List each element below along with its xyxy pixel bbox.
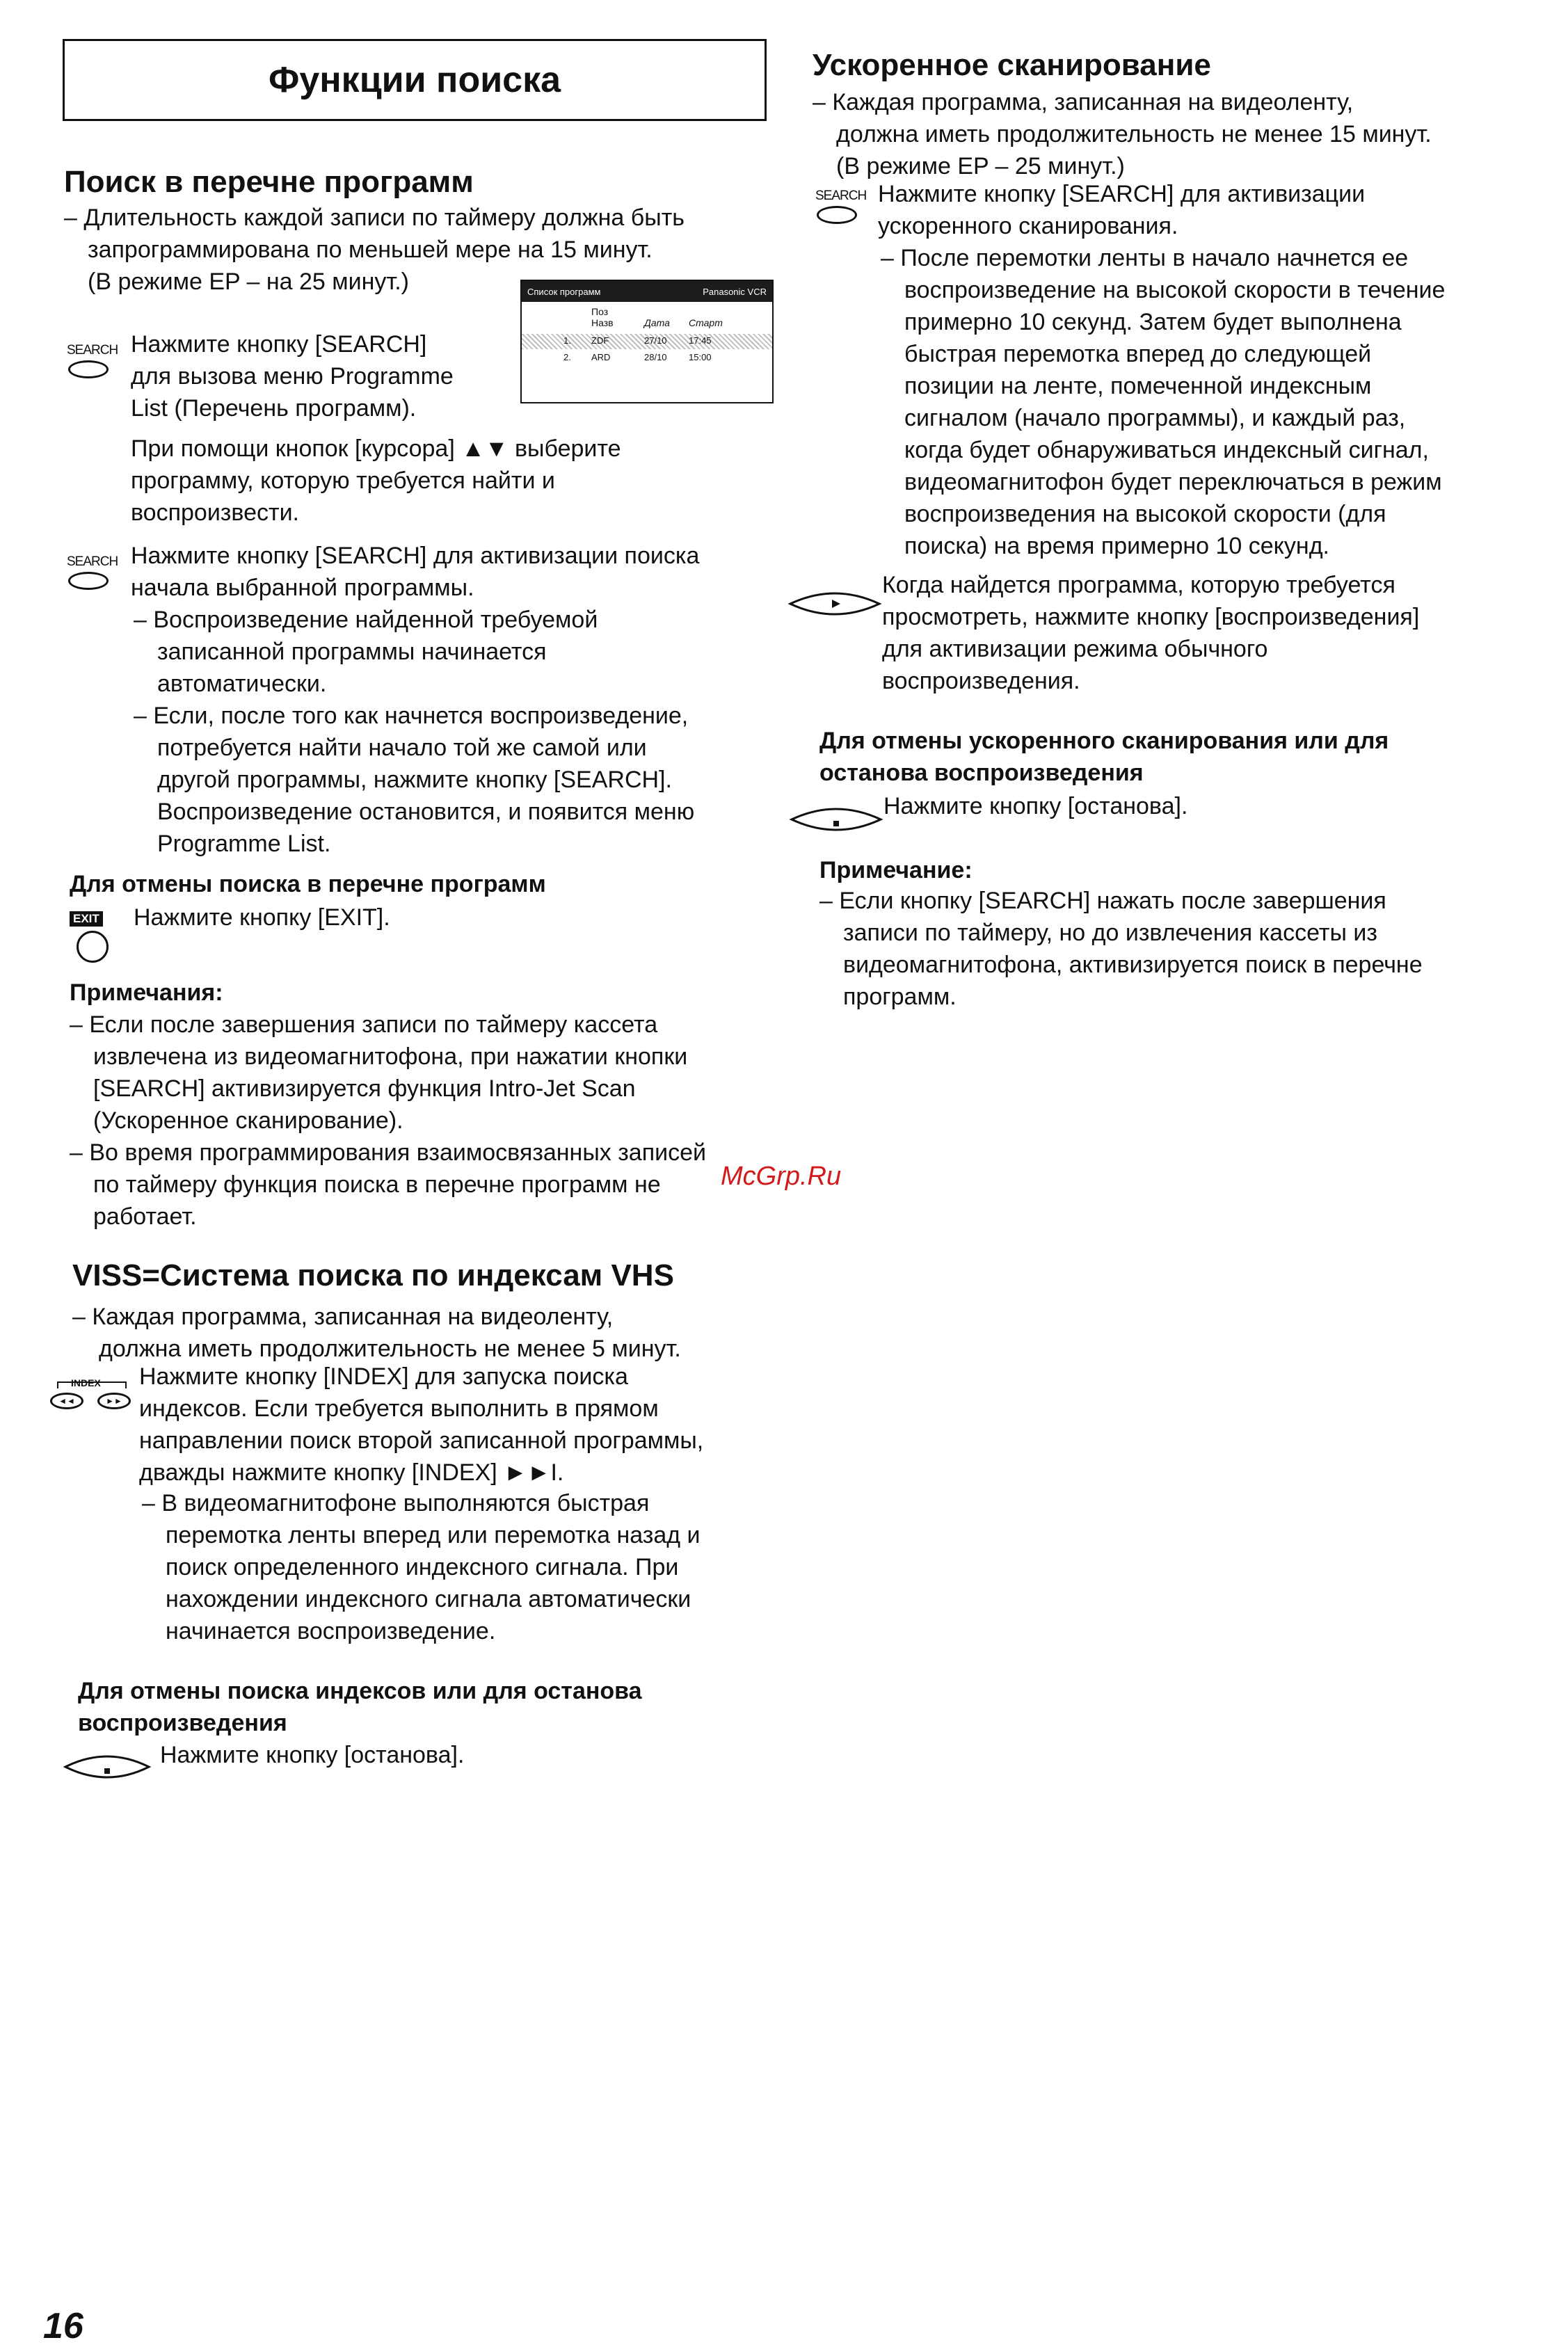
note-heading: Примечание: <box>819 857 973 883</box>
intro-scan-step1: Нажмите кнопку [SEARCH] для активизации ускоренного сканирования. <box>878 181 1366 239</box>
cancel-intro-scan-heading: Для отмены ускоренного сканирования или для останова воспроизведения <box>819 728 1389 786</box>
notes-list: – Если после завершения записи по таймеру кассета извлечена из видеомагнитофона, при нажатии кнопки [SEARCH] активизируется функция Intro-Jet Scan (Ускоренное сканирование). – Во время программирования взаимосвязанных записей по таймеру функция поиска в перечне программ не работает. <box>70 1011 707 1230</box>
programme-search-intro: – Длительность каждой записи по таймеру должна быть запрограммирована по меньшей мере на 15 минут. (В режиме EP – на 25 минут.) <box>64 205 685 295</box>
index-label: INDEX <box>71 1377 101 1388</box>
heading-programme-search: Поиск в перечне программ <box>64 165 474 199</box>
viss-intro: – Каждая программа, записанная на видеоленту, должна иметь продолжительность не менее 5 минут. <box>72 1304 681 1362</box>
step-activate-search-notes: – Воспроизведение найденной требуемой записанной программы начинается автоматически. – Если, после того как начнется воспроизведение, потребуется найти начало той же самой или другой программы, нажмите кнопку [SEARCH]. Воспроизведение остановится, и появится меню Programme List. <box>134 607 695 857</box>
search-button-icon <box>68 360 109 378</box>
intro-scan-step2: Когда найдется программа, которую требуется просмотреть, нажмите кнопку [воспроизведения] для активизации режима обычного воспроизведения. <box>882 572 1420 694</box>
search-button-label: SEARCH <box>67 343 118 358</box>
index-rewind-icon: ◄◄ <box>50 1393 83 1409</box>
col-start: Старт <box>689 317 723 328</box>
intro-scan-intro: – Каждая программа, записанная на видеоленту, должна иметь продолжительность не менее 15 минут. (В режиме EP – 25 минут.) <box>813 89 1432 179</box>
section-title-box <box>63 39 767 121</box>
exit-button-icon <box>77 931 109 963</box>
screen-row: 1. ZDF 27/10 17:45 <box>522 334 772 349</box>
step-select-programme: При помощи кнопок [курсора] ▲▼ выберите программу, которую требуется найти и воспроизвести. <box>131 435 621 526</box>
index-forward-icon: ►► <box>97 1393 131 1409</box>
intro-scan-step1-notes: – После перемотки ленты в начало начнется ее воспроизведение на высокой скорости в течение примерно 10 секунд. Затем будет выполнена быстрая перемотка вперед до следующей позиции на ленте, помеченной индексным сигналом (начало программы), и каждый раз, когда будет обнаруживаться индексный сигнал, видеомагнитофон будет переключаться в режим воспроизведения на высокой скорости (для поиска) на время примерно 10 секунд. <box>881 245 1446 559</box>
search-button-label: SEARCH <box>67 554 118 569</box>
col-date: Дата <box>644 317 670 328</box>
stop-button-icon <box>63 1750 152 1782</box>
cancel-programme-search-heading: Для отмены поиска в перечне программ <box>70 871 546 897</box>
search-button-label: SEARCH <box>815 189 867 203</box>
cancel-index-text: Нажмите кнопку [останова]. <box>160 1742 465 1768</box>
note-list: – Если кнопку [SEARCH] нажать после завершения записи по таймеру, но до извлечения кассеты из видеомагнитофона, активизируется поиск в перечне программ. <box>819 888 1423 1010</box>
col-name: Назв <box>591 317 614 328</box>
search-button-icon <box>817 206 857 224</box>
step-activate-search: Нажмите кнопку [SEARCH] для активизации поиска начала выбранной программы. <box>131 543 700 601</box>
cancel-intro-scan-text: Нажмите кнопку [останова]. <box>883 793 1188 819</box>
heading-intro-scan: Ускоренное сканирование <box>813 48 1211 82</box>
notes-heading: Примечания: <box>70 979 223 1006</box>
exit-button-label: EXIT <box>70 911 103 927</box>
search-button-icon <box>68 572 109 590</box>
screen-row: 2. ARD 28/10 15:00 <box>563 352 712 362</box>
watermark: McGrp.Ru <box>721 1162 842 1191</box>
step-open-programme-list: Нажмите кнопку [SEARCH] для вызова меню Programme List (Перечень программ). <box>131 331 454 422</box>
viss-step-notes: – В видеомагнитофоне выполняются быстрая перемотка ленты вперед или перемотка назад и поиск определенного индексного сигнала. При нахождении индексного сигнала автоматически начинается воспроизведение. <box>142 1490 701 1644</box>
heading-viss: VISS=Система поиска по индексам VHS <box>72 1258 674 1292</box>
viss-step: Нажмите кнопку [INDEX] для запуска поиска индексов. Если требуется выполнить в прямом направлении поиск второй записанной программы, дважды нажмите кнопку [INDEX] ►►I. <box>139 1363 704 1486</box>
programme-list-screen <box>520 280 774 403</box>
screen-header: Список программ Panasonic VCR <box>522 281 772 302</box>
page-number: 16 <box>43 2306 83 2346</box>
index-buttons <box>50 1377 139 1412</box>
stop-button-icon <box>789 803 883 835</box>
cancel-programme-search-text: Нажмите кнопку [EXIT]. <box>134 904 390 931</box>
col-pos: Поз <box>591 306 609 317</box>
section-title: Функции поиска <box>268 60 561 100</box>
index-bracket <box>57 1381 127 1388</box>
play-button-icon <box>787 586 882 620</box>
cancel-index-heading: Для отмены поиска индексов или для останова воспроизведения <box>78 1678 642 1736</box>
